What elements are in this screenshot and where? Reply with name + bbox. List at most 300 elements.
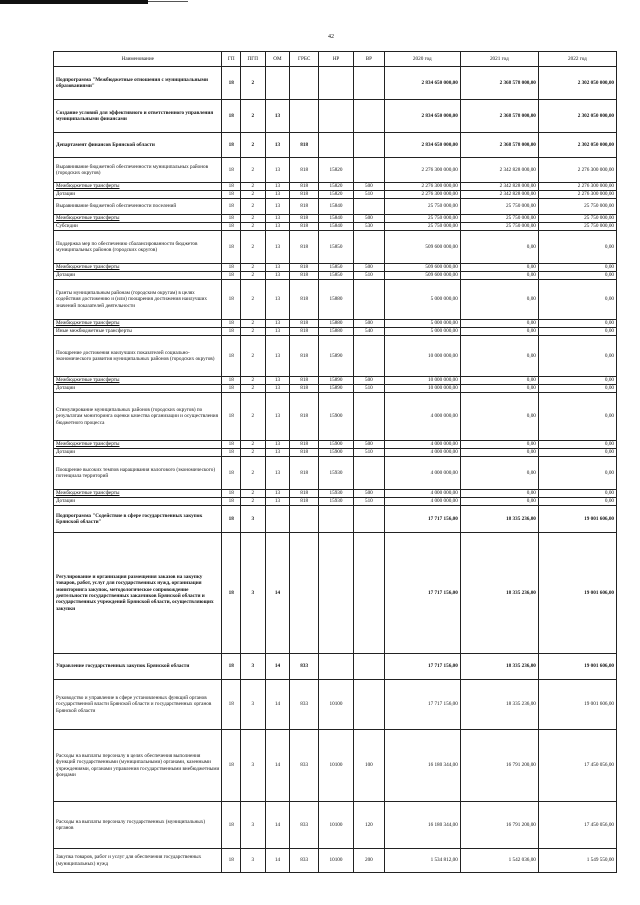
cell-2020: 4 000 000,00 xyxy=(384,449,460,457)
table-row xyxy=(54,272,617,280)
cell-name: Выравнивание бюджетной обеспеченности муниципальных районов (городских округов) xyxy=(54,158,222,183)
cell-2020: 16 180 344,00 xyxy=(384,730,460,802)
cell-2021: 25 750 000,00 xyxy=(460,223,538,231)
cell-pgp: 2 xyxy=(240,199,265,215)
cell-grbs xyxy=(290,506,319,533)
cell-name: Дотации xyxy=(54,449,222,457)
cell-2021: 1 542 036,00 xyxy=(460,849,538,873)
cell-name: Управление государственных закупок Брянской области xyxy=(54,654,222,680)
cell-2021: 25 750 000,00 xyxy=(460,199,538,215)
table-row xyxy=(54,654,617,680)
table-row xyxy=(54,849,617,873)
cell-2020: 2 834 650 000,00 xyxy=(384,133,460,158)
cell-2022: 0,00 xyxy=(538,393,616,441)
cell-vr: 540 xyxy=(353,328,384,336)
cell-om: 13 xyxy=(265,215,290,223)
cell-gp: 18 xyxy=(222,67,240,100)
cell-2022: 19 001 606,00 xyxy=(538,506,616,533)
cell-vr: 200 xyxy=(353,849,384,873)
cell-2021: 0,00 xyxy=(460,264,538,272)
table-row xyxy=(54,377,617,385)
cell-gp: 18 xyxy=(222,449,240,457)
cell-om: 14 xyxy=(265,802,290,849)
cell-vr xyxy=(353,231,384,264)
table-row xyxy=(54,231,617,264)
cell-vr xyxy=(353,133,384,158)
cell-2021: 2 368 578 000,00 xyxy=(460,67,538,100)
cell-nr: 10100 xyxy=(319,680,354,730)
cell-vr xyxy=(353,158,384,183)
cell-2020: 509 600 000,00 xyxy=(384,272,460,280)
cell-om: 13 xyxy=(265,336,290,377)
cell-vr: 500 xyxy=(353,183,384,191)
cell-2022: 1 549 550,00 xyxy=(538,849,616,873)
cell-name: Гранты муниципальным районам (городским округам) в целях содействия достижению и (или) поощрения достижения наилучших значений показателей деятельности xyxy=(54,280,222,320)
cell-2020: 509 600 000,00 xyxy=(384,264,460,272)
cell-vr xyxy=(353,393,384,441)
cell-gp: 18 xyxy=(222,199,240,215)
cell-2020: 17 717 156,00 xyxy=(384,533,460,654)
table-row xyxy=(54,680,617,730)
cell-om: 13 xyxy=(265,183,290,191)
table-row xyxy=(54,223,617,231)
table-row xyxy=(54,490,617,498)
cell-grbs: 818 xyxy=(290,393,319,441)
cell-nr: 15890 xyxy=(319,377,354,385)
table-row xyxy=(54,280,617,320)
col-header-om: ОМ xyxy=(265,52,290,67)
cell-gp: 18 xyxy=(222,223,240,231)
cell-2021: 0,00 xyxy=(460,272,538,280)
cell-vr: 500 xyxy=(353,264,384,272)
cell-vr xyxy=(353,67,384,100)
col-header-2021: 2021 год xyxy=(460,52,538,67)
cell-pgp: 2 xyxy=(240,100,265,133)
cell-name: Выравнивание бюджетной обеспеченности поселений xyxy=(54,199,222,215)
cell-nr xyxy=(319,654,354,680)
col-header-name: Наименование xyxy=(54,52,222,67)
cell-name: Расходы на выплаты персоналу в целях обеспечения выполнения функций государственными (муниципальными) органами, казенными учреждениями, органами управления государственными внебюджетными фондами xyxy=(54,730,222,802)
cell-vr xyxy=(353,280,384,320)
cell-gp: 18 xyxy=(222,133,240,158)
cell-grbs: 818 xyxy=(290,441,319,449)
cell-2021: 0,00 xyxy=(460,336,538,377)
cell-grbs: 818 xyxy=(290,158,319,183)
cell-pgp: 3 xyxy=(240,730,265,802)
cell-2022: 0,00 xyxy=(538,280,616,320)
cell-pgp: 2 xyxy=(240,215,265,223)
cell-om: 13 xyxy=(265,264,290,272)
cell-2021: 0,00 xyxy=(460,393,538,441)
cell-om: 13 xyxy=(265,100,290,133)
col-header-vr: ВР xyxy=(353,52,384,67)
cell-2020: 17 717 156,00 xyxy=(384,680,460,730)
cell-om: 13 xyxy=(265,158,290,183)
cell-name: Межбюджетные трансферты xyxy=(54,215,222,223)
cell-2022: 0,00 xyxy=(538,336,616,377)
cell-grbs: 818 xyxy=(290,272,319,280)
cell-2020: 10 000 000,00 xyxy=(384,336,460,377)
cell-grbs: 833 xyxy=(290,802,319,849)
cell-name: Регулирование и организация размещения заказов на закупку товаров, работ, услуг для государственных нужд, организация мониторинга закупок, методологическое сопровождение деятельности государственных заказчиков Брянской области и государственных учреждений Брянской области, осуществляющих закупки xyxy=(54,533,222,654)
cell-2021: 0,00 xyxy=(460,328,538,336)
cell-name: Поддержка мер по обеспечению сбалансированности бюджетов муниципальных районов (городских округов) xyxy=(54,231,222,264)
cell-2022: 25 750 000,00 xyxy=(538,199,616,215)
cell-gp: 18 xyxy=(222,730,240,802)
cell-grbs: 818 xyxy=(290,336,319,377)
cell-2021: 0,00 xyxy=(460,498,538,506)
col-header-gp: ГП xyxy=(222,52,240,67)
cell-pgp: 3 xyxy=(240,533,265,654)
cell-vr: 500 xyxy=(353,441,384,449)
cell-om: 14 xyxy=(265,533,290,654)
cell-2022: 0,00 xyxy=(538,498,616,506)
cell-gp: 18 xyxy=(222,849,240,873)
cell-2020: 16 180 344,00 xyxy=(384,802,460,849)
cell-2022: 0,00 xyxy=(538,264,616,272)
cell-2020: 2 834 650 000,00 xyxy=(384,67,460,100)
budget-table xyxy=(53,51,617,873)
col-header-grbs: ГРБС xyxy=(290,52,319,67)
cell-2021: 2 368 578 000,00 xyxy=(460,133,538,158)
cell-2020: 2 834 650 000,00 xyxy=(384,100,460,133)
cell-2022: 19 001 606,00 xyxy=(538,680,616,730)
cell-name: Закупка товаров, работ и услуг для обеспечения государственных (муниципальных) нужд xyxy=(54,849,222,873)
cell-2021: 0,00 xyxy=(460,449,538,457)
cell-pgp: 3 xyxy=(240,802,265,849)
cell-nr: 15840 xyxy=(319,223,354,231)
cell-pgp: 2 xyxy=(240,328,265,336)
cell-grbs: 818 xyxy=(290,385,319,393)
table-row xyxy=(54,457,617,490)
cell-2022: 0,00 xyxy=(538,320,616,328)
cell-name: Дотации xyxy=(54,191,222,199)
cell-nr xyxy=(319,133,354,158)
cell-nr: 15850 xyxy=(319,231,354,264)
cell-2020: 5 000 000,00 xyxy=(384,328,460,336)
table-row xyxy=(54,133,617,158)
cell-om: 13 xyxy=(265,457,290,490)
cell-2020: 4 000 000,00 xyxy=(384,490,460,498)
cell-2021: 25 750 000,00 xyxy=(460,215,538,223)
cell-name: Стимулирование муниципальных районов (городских округов) по результатам мониторинга оценки качества организации и осуществления бюджетного процесса xyxy=(54,393,222,441)
cell-pgp: 3 xyxy=(240,680,265,730)
cell-2022: 0,00 xyxy=(538,449,616,457)
cell-grbs: 818 xyxy=(290,490,319,498)
cell-2022: 0,00 xyxy=(538,490,616,498)
cell-pgp: 2 xyxy=(240,133,265,158)
col-header-2020: 2020 год xyxy=(384,52,460,67)
col-header-2022: 2022 год xyxy=(538,52,616,67)
col-header-pgp: ПГП xyxy=(240,52,265,67)
cell-pgp: 2 xyxy=(240,457,265,490)
cell-nr: 15900 xyxy=(319,441,354,449)
cell-nr: 15900 xyxy=(319,393,354,441)
cell-name: Департамент финансов Брянской области xyxy=(54,133,222,158)
cell-nr: 15880 xyxy=(319,320,354,328)
cell-2022: 19 001 606,00 xyxy=(538,654,616,680)
cell-grbs: 833 xyxy=(290,730,319,802)
cell-nr: 15900 xyxy=(319,449,354,457)
cell-gp: 18 xyxy=(222,498,240,506)
cell-om: 13 xyxy=(265,385,290,393)
cell-gp: 18 xyxy=(222,183,240,191)
cell-vr: 500 xyxy=(353,377,384,385)
cell-om: 13 xyxy=(265,441,290,449)
table-row xyxy=(54,336,617,377)
cell-2021: 18 335 236,00 xyxy=(460,680,538,730)
cell-grbs: 833 xyxy=(290,654,319,680)
cell-nr: 15930 xyxy=(319,457,354,490)
cell-gp: 18 xyxy=(222,654,240,680)
cell-gp: 18 xyxy=(222,441,240,449)
cell-2021: 0,00 xyxy=(460,457,538,490)
cell-grbs: 818 xyxy=(290,231,319,264)
cell-2020: 10 000 000,00 xyxy=(384,377,460,385)
cell-grbs: 818 xyxy=(290,280,319,320)
cell-pgp: 2 xyxy=(240,385,265,393)
cell-2022: 2 302 050 000,00 xyxy=(538,67,616,100)
cell-grbs: 818 xyxy=(290,320,319,328)
cell-2021: 0,00 xyxy=(460,490,538,498)
cell-2021: 18 335 236,00 xyxy=(460,533,538,654)
cell-2020: 5 000 000,00 xyxy=(384,320,460,328)
cell-pgp: 2 xyxy=(240,449,265,457)
cell-name: Поощрение достижения наилучших показателей социально-экономического развития муниципальных районов (городских округов) xyxy=(54,336,222,377)
table-row xyxy=(54,449,617,457)
cell-2022: 2 276 300 000,00 xyxy=(538,191,616,199)
cell-nr: 15890 xyxy=(319,385,354,393)
cell-nr: 15820 xyxy=(319,158,354,183)
cell-nr: 10100 xyxy=(319,849,354,873)
cell-vr xyxy=(353,199,384,215)
scan-edge-bar xyxy=(0,0,148,4)
table-row xyxy=(54,67,617,100)
cell-grbs: 818 xyxy=(290,183,319,191)
cell-2020: 25 750 000,00 xyxy=(384,215,460,223)
cell-name: Дотации xyxy=(54,272,222,280)
cell-om: 13 xyxy=(265,498,290,506)
cell-pgp: 2 xyxy=(240,231,265,264)
table-row xyxy=(54,385,617,393)
cell-nr: 15840 xyxy=(319,199,354,215)
col-header-nr: НР xyxy=(319,52,354,67)
table-row xyxy=(54,328,617,336)
cell-om xyxy=(265,506,290,533)
cell-2020: 4 000 000,00 xyxy=(384,498,460,506)
cell-gp: 18 xyxy=(222,328,240,336)
cell-om: 13 xyxy=(265,223,290,231)
cell-name: Межбюджетные трансферты xyxy=(54,377,222,385)
cell-2022: 0,00 xyxy=(538,385,616,393)
cell-grbs: 833 xyxy=(290,680,319,730)
cell-2022: 19 001 606,00 xyxy=(538,533,616,654)
cell-name: Подпрограмма "Межбюджетные отношения с муниципальными образованиями" xyxy=(54,67,222,100)
cell-om xyxy=(265,67,290,100)
cell-2020: 25 750 000,00 xyxy=(384,223,460,231)
cell-name: Дотации xyxy=(54,498,222,506)
cell-grbs: 818 xyxy=(290,457,319,490)
cell-2020: 509 600 000,00 xyxy=(384,231,460,264)
cell-2020: 17 717 156,00 xyxy=(384,506,460,533)
table-header-row xyxy=(54,52,617,67)
cell-gp: 18 xyxy=(222,393,240,441)
cell-grbs xyxy=(290,533,319,654)
cell-om: 14 xyxy=(265,654,290,680)
cell-2022: 17 450 056,00 xyxy=(538,730,616,802)
cell-gp: 18 xyxy=(222,100,240,133)
cell-gp: 18 xyxy=(222,680,240,730)
cell-pgp: 2 xyxy=(240,223,265,231)
cell-2020: 2 276 300 000,00 xyxy=(384,158,460,183)
cell-grbs xyxy=(290,100,319,133)
cell-om: 13 xyxy=(265,320,290,328)
cell-grbs: 818 xyxy=(290,264,319,272)
cell-2022: 25 750 000,00 xyxy=(538,223,616,231)
cell-om: 13 xyxy=(265,133,290,158)
table-row xyxy=(54,498,617,506)
table-row xyxy=(54,100,617,133)
cell-2021: 0,00 xyxy=(460,280,538,320)
cell-pgp: 2 xyxy=(240,441,265,449)
cell-om: 14 xyxy=(265,680,290,730)
table-row xyxy=(54,215,617,223)
table-row xyxy=(54,441,617,449)
cell-pgp: 3 xyxy=(240,849,265,873)
cell-gp: 18 xyxy=(222,215,240,223)
cell-gp: 18 xyxy=(222,377,240,385)
cell-vr: 510 xyxy=(353,191,384,199)
cell-grbs: 818 xyxy=(290,498,319,506)
cell-2022: 2 276 300 000,00 xyxy=(538,158,616,183)
cell-grbs: 818 xyxy=(290,328,319,336)
cell-pgp: 2 xyxy=(240,490,265,498)
cell-pgp: 2 xyxy=(240,158,265,183)
cell-2021: 0,00 xyxy=(460,231,538,264)
cell-name: Расходы на выплаты персоналу государственных (муниципальных) органов xyxy=(54,802,222,849)
cell-om: 14 xyxy=(265,730,290,802)
cell-2021: 2 342 828 000,00 xyxy=(460,183,538,191)
cell-2022: 0,00 xyxy=(538,231,616,264)
cell-gp: 18 xyxy=(222,336,240,377)
cell-nr xyxy=(319,506,354,533)
table-row xyxy=(54,183,617,191)
cell-vr xyxy=(353,654,384,680)
cell-om: 13 xyxy=(265,199,290,215)
cell-gp: 18 xyxy=(222,533,240,654)
cell-gp: 18 xyxy=(222,490,240,498)
table-row xyxy=(54,264,617,272)
cell-grbs: 818 xyxy=(290,191,319,199)
cell-2020: 1 534 812,00 xyxy=(384,849,460,873)
cell-gp: 18 xyxy=(222,385,240,393)
cell-nr: 15930 xyxy=(319,498,354,506)
cell-grbs: 818 xyxy=(290,223,319,231)
cell-nr: 15850 xyxy=(319,264,354,272)
cell-nr: 15820 xyxy=(319,183,354,191)
cell-nr: 10100 xyxy=(319,802,354,849)
cell-om: 13 xyxy=(265,280,290,320)
cell-2021: 0,00 xyxy=(460,377,538,385)
cell-nr: 15880 xyxy=(319,328,354,336)
cell-pgp: 2 xyxy=(240,320,265,328)
cell-name: Межбюджетные трансферты xyxy=(54,490,222,498)
cell-name: Поощрение высоких темпов наращивания налогового (экономического) потенциала территорий xyxy=(54,457,222,490)
cell-nr: 10100 xyxy=(319,730,354,802)
table-row xyxy=(54,730,617,802)
cell-grbs: 818 xyxy=(290,377,319,385)
cell-om: 13 xyxy=(265,231,290,264)
cell-2022: 2 302 050 000,00 xyxy=(538,100,616,133)
cell-gp: 18 xyxy=(222,272,240,280)
table-row xyxy=(54,802,617,849)
cell-2020: 17 717 156,00 xyxy=(384,654,460,680)
cell-vr: 510 xyxy=(353,385,384,393)
cell-pgp: 2 xyxy=(240,336,265,377)
page-number: 42 xyxy=(328,34,334,40)
cell-name: Руководство и управление в сфере установленных функций органов государственной власти Брянской области и государственных органов Брянской области xyxy=(54,680,222,730)
cell-gp: 18 xyxy=(222,231,240,264)
cell-vr: 510 xyxy=(353,498,384,506)
cell-2022: 0,00 xyxy=(538,272,616,280)
cell-vr: 500 xyxy=(353,490,384,498)
cell-vr xyxy=(353,457,384,490)
cell-pgp: 2 xyxy=(240,393,265,441)
cell-pgp: 3 xyxy=(240,654,265,680)
cell-2020: 4 000 000,00 xyxy=(384,393,460,441)
cell-pgp: 2 xyxy=(240,264,265,272)
cell-om: 13 xyxy=(265,272,290,280)
cell-gp: 18 xyxy=(222,320,240,328)
cell-vr xyxy=(353,533,384,654)
cell-vr: 100 xyxy=(353,730,384,802)
cell-nr: 15890 xyxy=(319,336,354,377)
cell-2022: 0,00 xyxy=(538,377,616,385)
cell-2021: 2 342 828 000,00 xyxy=(460,158,538,183)
cell-grbs: 818 xyxy=(290,199,319,215)
cell-om: 13 xyxy=(265,377,290,385)
cell-name: Межбюджетные трансферты xyxy=(54,320,222,328)
cell-pgp: 2 xyxy=(240,272,265,280)
cell-2020: 5 000 000,00 xyxy=(384,280,460,320)
cell-pgp: 2 xyxy=(240,183,265,191)
cell-gp: 18 xyxy=(222,264,240,272)
cell-name: Создание условий для эффективного и ответственного управления муниципальными финансами xyxy=(54,100,222,133)
cell-vr: 530 xyxy=(353,223,384,231)
cell-vr: 510 xyxy=(353,449,384,457)
cell-nr: 15880 xyxy=(319,280,354,320)
cell-vr xyxy=(353,680,384,730)
cell-om: 14 xyxy=(265,849,290,873)
cell-2022: 2 276 300 000,00 xyxy=(538,183,616,191)
cell-2020: 4 000 000,00 xyxy=(384,441,460,449)
scan-edge-line xyxy=(148,1,188,2)
cell-2022: 17 450 056,00 xyxy=(538,802,616,849)
cell-grbs: 818 xyxy=(290,215,319,223)
cell-2022: 0,00 xyxy=(538,457,616,490)
cell-name: Межбюджетные трансферты xyxy=(54,183,222,191)
cell-name: Межбюджетные трансферты xyxy=(54,441,222,449)
table-row xyxy=(54,191,617,199)
cell-2020: 10 000 000,00 xyxy=(384,385,460,393)
cell-name: Подпрограмма "Содействие в сфере государственных закупок Брянской области" xyxy=(54,506,222,533)
cell-vr xyxy=(353,100,384,133)
table-row xyxy=(54,158,617,183)
cell-nr xyxy=(319,100,354,133)
cell-2020: 4 000 000,00 xyxy=(384,457,460,490)
cell-gp: 18 xyxy=(222,280,240,320)
cell-name: Субсидии xyxy=(54,223,222,231)
